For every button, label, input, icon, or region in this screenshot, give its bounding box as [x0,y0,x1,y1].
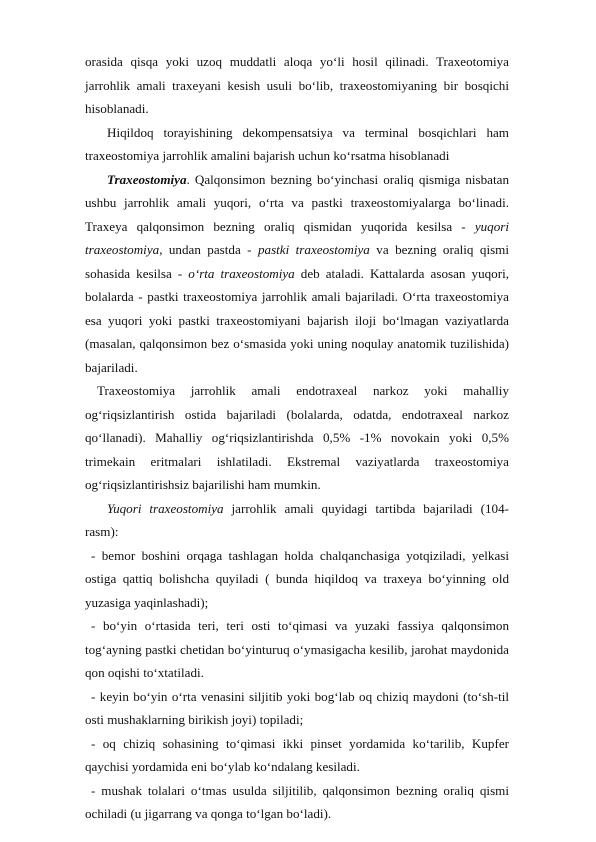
list-item-step-2: - bo‘yin o‘rtasida teri, teri osti to‘qimasi va yuzaki fassiya qalqonsimon tog‘ayning pastki chetidan bo‘yinturuq o‘ymasigacha kesilib, jarohat maydonida qon oqishi to‘xtatiladi. [85,618,509,680]
document-page [85,50,509,826]
term-upper-procedure: Yuqori traxeostomiya [107,500,224,516]
term-upper: yuqori traxeostomiya [85,218,509,257]
list-item-step-5: - mushak tolalari o‘tmas usulda siljitilib, qalqonsimon bezning oraliq qismi ochiladi (u jigarrang va qonga to‘lgan bo‘ladi). [85,782,509,821]
paragraph-intro: orasida qisqa yoki uzoq muddatli aloqa yo‘li hosil qilinadi. Traxeotomiya jarrohlik amali traxeyani kesish usuli bo‘lib, traxeostomiyaning bir bosqichi hisoblanadi. [85,54,509,116]
text-segment: jarrohlik amali quyidagi tartibda bajariladi (104-rasm): [85,500,509,539]
term-traxeostomiya: Traxeostomiya [107,171,187,187]
text-segment: . Qalqonsimon bezning bo‘yinchasi oraliq qismiga nisbatan ushbu jarrohlik amali yuqori, o‘rta va pastki traxeostomiyalarga bo‘linadi. Traxeya qalqonsimon bezning oraliq qismidan yuqorida kesilsa - [85,171,509,234]
list-item-step-4: - oq chiziq sohasining to‘qimasi ikki pinset yordamida ko‘tarilib, Kupfer qaychisi yordamida eni bo‘ylab ko‘ndalang kesiladi. [85,735,509,774]
term-middle: o‘rta traxeostomiya [188,265,295,281]
list-item-step-1: - bemor boshini orqaga tashlagan holda chalqanchasiga yotqiziladi, yelkasi ostiga qattiq bolishcha quyiladi ( bunda hiqildoq va traxeya bo‘yinning old yuzasiga yaqinlashadi); [85,547,509,610]
paragraph-procedure-intro [85,497,509,544]
text-segment: , undan pastda - [159,242,258,257]
paragraph-classification [85,168,509,380]
paragraph-indications: Hiqildoq torayishining dekompensatsiya va terminal bosqichlari ham traxeostomiya jarrohlik amalini bajarish uchun ko‘rsatma hisoblanadi [85,124,509,163]
list-item-step-3: - keyin bo‘yin o‘rta venasini siljitib yoki bog‘lab oq chiziq maydoni (to‘sh-til osti mushaklarning birikish joyi) topiladi; [85,688,509,727]
text-segment: deb ataladi. Kattalarda asosan yuqori, bolalarda - pastki traxeostomiya jarrohlik amali bajariladi. O‘rta traxeostomiya esa yuqori yoki pastki traxeostomiyani bajarish iloji bo‘lmagan vaziyatlarda (masalan, qalqonsimon bez o‘smasida yoki uning noqulay anatomik tuzilishida) bajariladi. [85,265,509,375]
term-lower: pastki traxeostomiya [257,242,370,257]
text-segment: va bezning oraliq qismi sohasida kesilsa - [85,242,510,281]
paragraph-anesthesia: Traxeostomiya jarrohlik amali endotraxeal narkoz yoki mahalliy og‘riqsizlantirish ostida bajariladi (bolalarda, odatda, endotraxeal narkoz qo‘llanadi). Mahalliy og‘riqsizlantirishda 0,5% -1% novokain yoki 0,5% trimekain eritmalari ishlatiladi. Ekstremal vaziyatlarda traxeostomiya og‘riqsizlantirishsiz bajarilishi ham mumkin. [85,383,509,492]
